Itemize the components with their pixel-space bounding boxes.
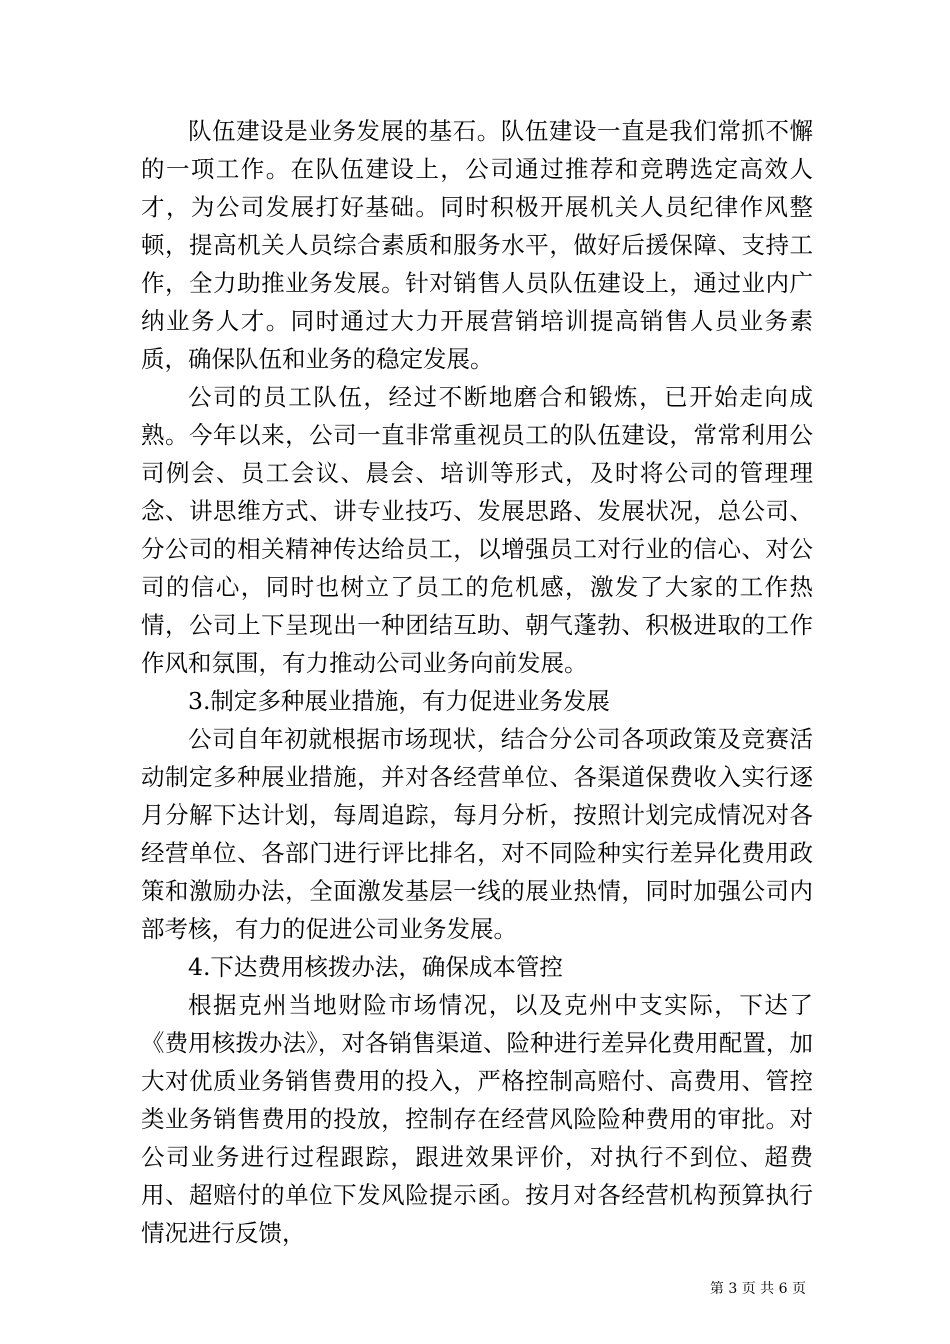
heading-section-3: 3.制定多种展业措施，有力促进业务发展	[188, 687, 610, 715]
paragraph-cost-control: 根据克州当地财险市场情况，以及克州中支实际，下达了《费用核拨办法》，对各销售渠道、险种进行差异化费用配置，加大对优质业务销售费用的投入，严格控制高赔付、高费用、管控类业务销售费用的投放，控制存在经营风险险种费用的审批。对公司业务进行过程跟踪，跟进效果评价，对执行不到位、超费用、超赔付的单位下发风险提示函。按月对各经营机构预算执行情况进行反馈，	[141, 991, 813, 1247]
heading-section-4: 4.下达费用核拨办法，确保成本管控	[188, 953, 563, 981]
paragraph-business-measures: 公司自年初就根据市场现状，结合分公司各项政策及竞赛活动制定多种展业措施，并对各经营单位、各渠道保费收入实行逐月分解下达计划，每周追踪，每月分析，按照计划完成情况对各经营单位、各部门进行评比排名，对不同险种实行差异化费用政策和激励办法，全面激发基层一线的展业热情，同时加强公司内部考核，有力的促进公司业务发展。	[141, 725, 813, 943]
page-number: 第 3 页 共 6 页	[709, 1281, 806, 1297]
document-body	[141, 112, 813, 1252]
paragraph-staff-maturity: 公司的员工队伍，经过不断地磨合和锻炼，已开始走向成熟。今年以来，公司一直非常重视员工的队伍建设，常常利用公司例会、员工会议、晨会、培训等形式，及时将公司的管理理念、讲思维方式、讲专业技巧、发展思路、发展状况，总公司、分公司的相关精神传达给员工，以增强员工对行业的信心、对公司的信心，同时也树立了员工的危机感，激发了大家的工作热情，公司上下呈现出一种团结互助、朝气蓬勃、积极进取的工作作风和氛围，有力推动公司业务向前发展。	[141, 383, 813, 677]
paragraph-team-building: 队伍建设是业务发展的基石。队伍建设一直是我们常抓不懈的一项工作。在队伍建设上，公司通过推荐和竞聘选定高效人才，为公司发展打好基础。同时积极开展机关人员纪律作风整顿，提高机关人员综合素质和服务水平，做好后援保障、支持工作，全力助推业务发展。针对销售人员队伍建设上，通过业内广纳业务人才。同时通过大力开展营销培训提高销售人员业务素质，确保队伍和业务的稳定发展。	[141, 117, 813, 373]
